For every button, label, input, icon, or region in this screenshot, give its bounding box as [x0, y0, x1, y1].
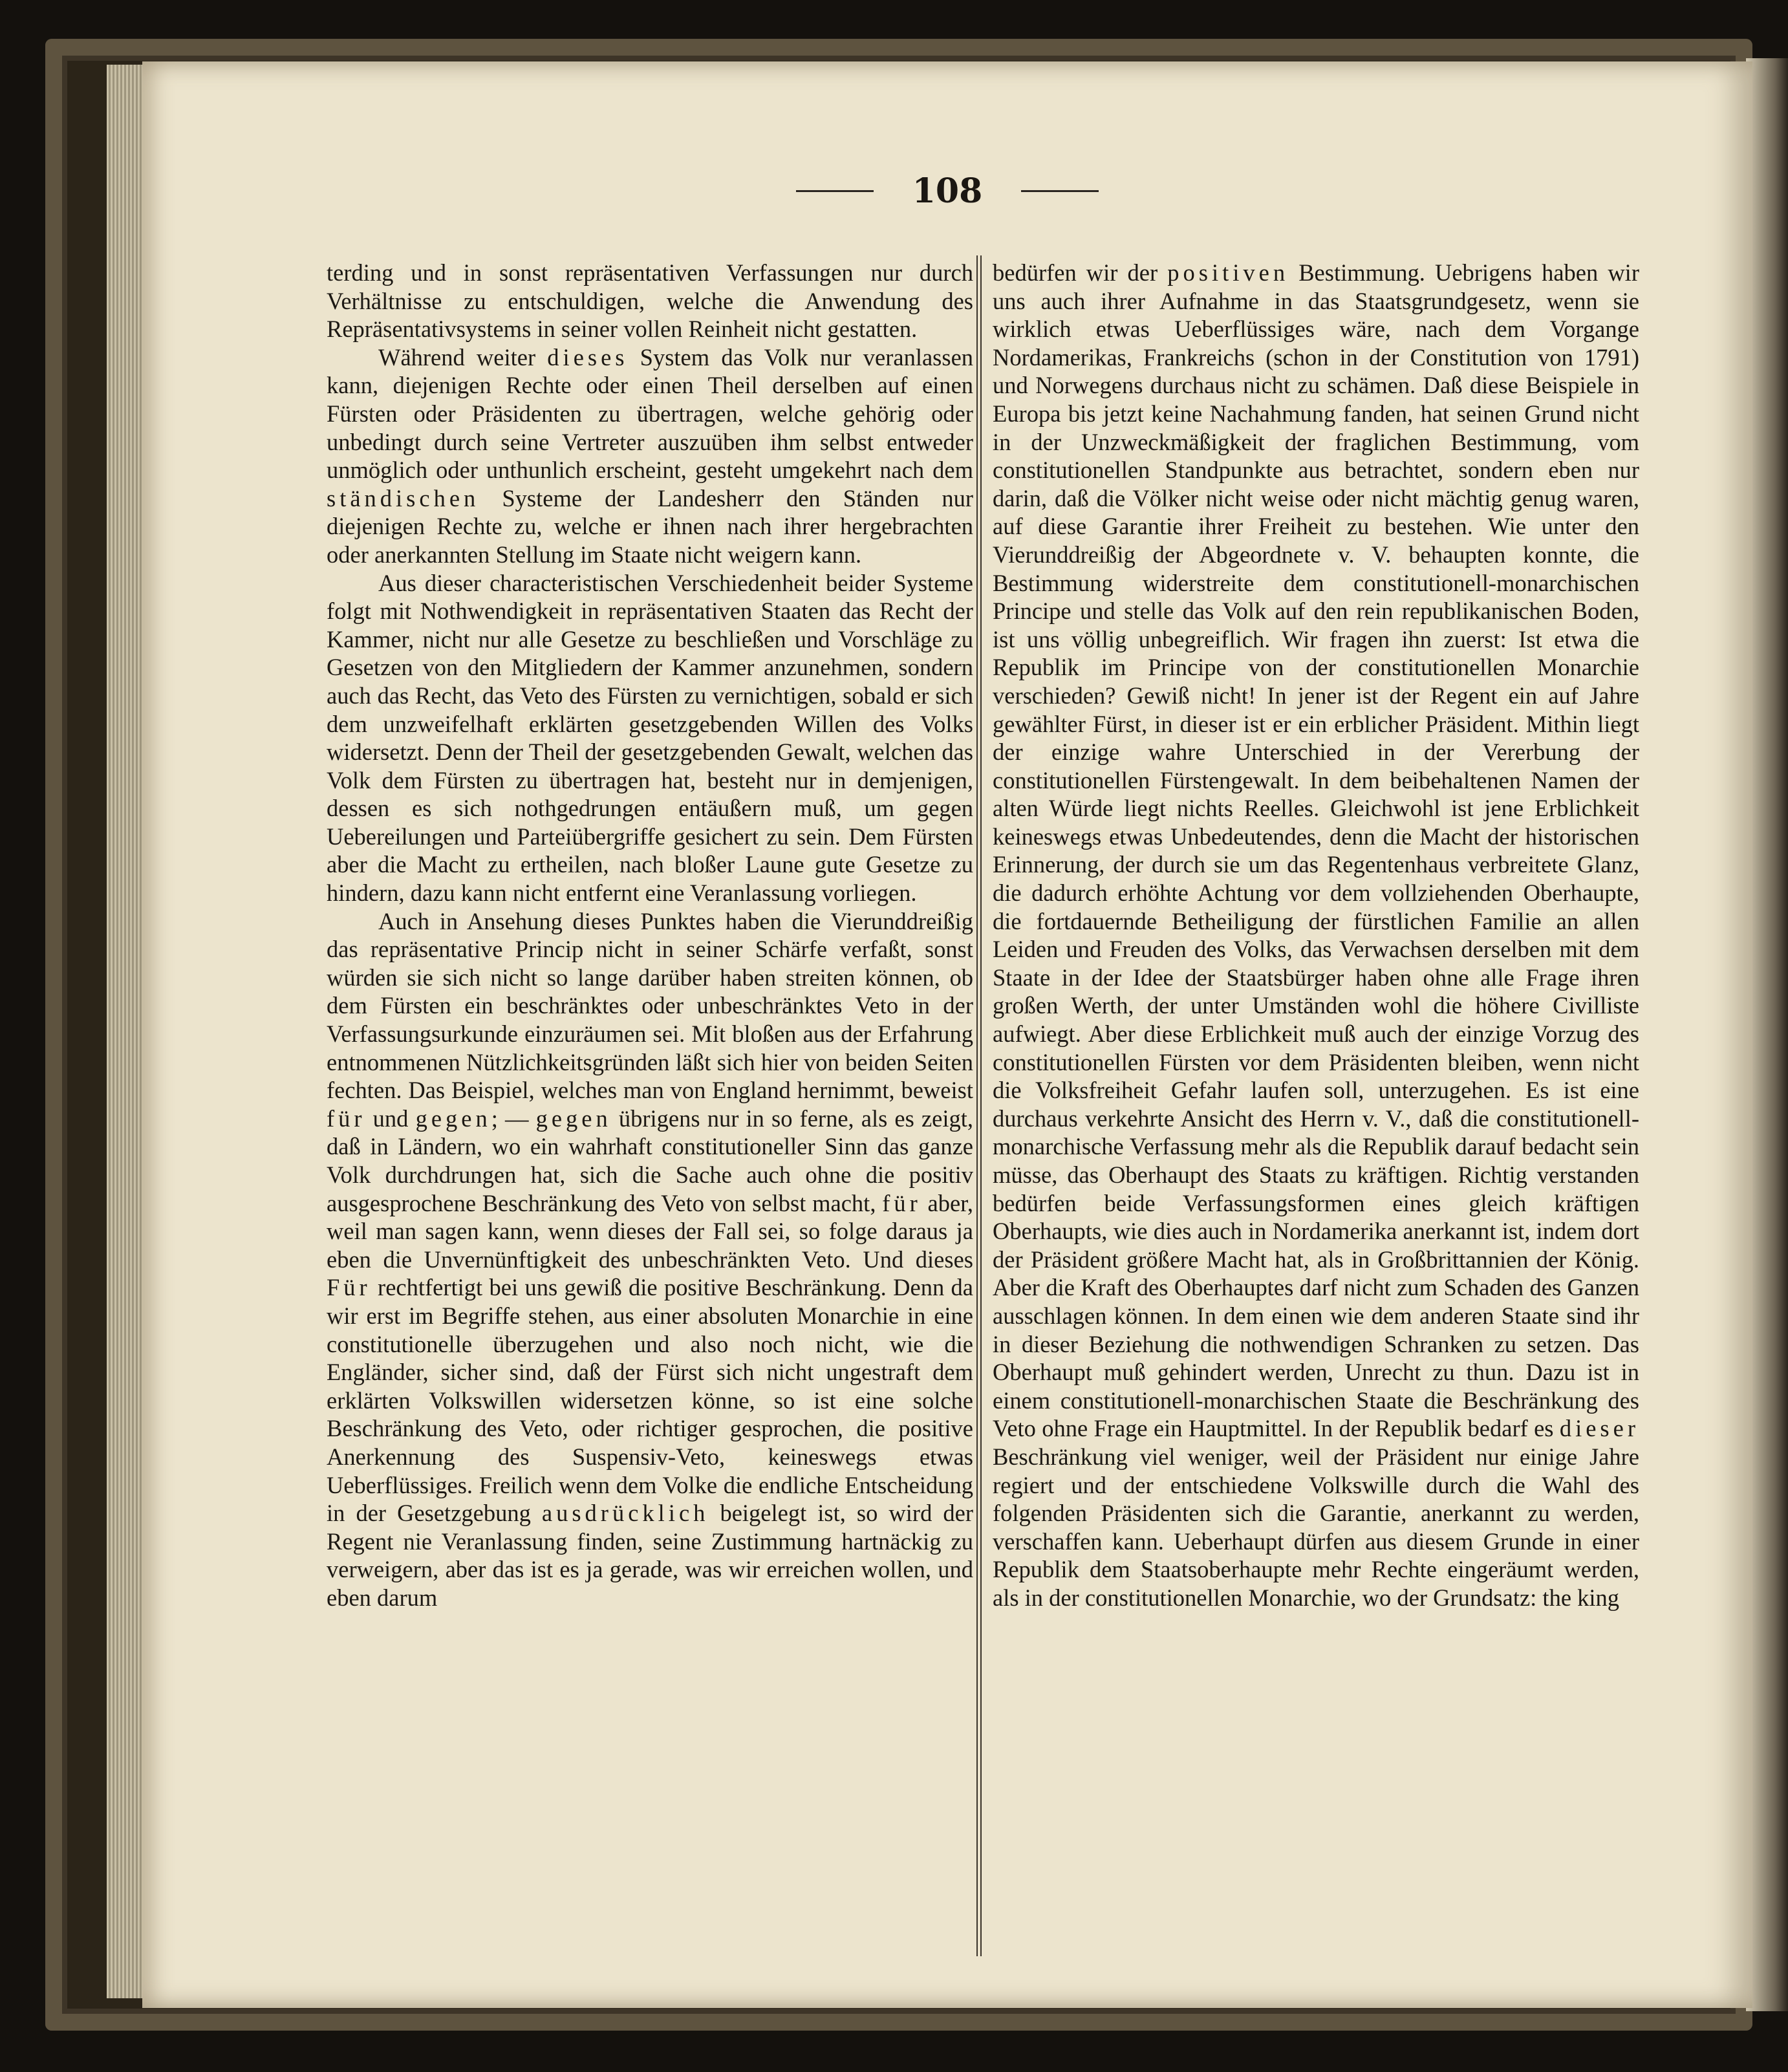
- header-rule-right: [1021, 190, 1099, 192]
- emphasis: dieses: [547, 343, 629, 371]
- emphasis: ausdrücklich: [541, 1500, 709, 1527]
- book-page: [142, 61, 1752, 2008]
- page-header: [142, 165, 1752, 217]
- emphasis: für: [327, 1105, 366, 1132]
- paragraph: bedürfen wir der positiven Bestimmung. Uebrigens haben wir uns auch ihrer Aufnahme in das Staatsgrundgesetz, wenn sie wirklich etwas Ueberflüssiges wäre, nach dem Vorgange Nordamerikas, Frankreichs (schon in der Constitution von 1791) und Norwegens durchaus nicht zu schämen. Daß diese Beispiele in Europa bis jetzt keine Nachahmung fanden, hat seinen Grund nicht in der Unzweckmäßigkeit der fraglichen Bestimmung, vom constitutionellen Standpunkte aus betrachtet, sondern eben nur darin, daß die Völker nicht weise oder nicht mächtig genug waren, auf diese Garantie ihrer Freiheit zu bestehen. Wie unter den Vierunddreißig der Abgeordnete v. V. behaupten konnte, die Bestimmung widerstreite dem constitutionell-monarchischen Principe und stelle das Volk auf den rein republikanischen Boden, ist uns völlig unbegreiflich. Wir fragen ihn zuerst: Ist etwa die Republik im Principe von der constitutionellen Monarchie verschieden? Gewiß nicht! In jener ist der Regent ein auf Jahre gewählter Fürst, in dieser ist er ein erblicher Präsident. Mithin liegt der einzige wahre Unterschied in der Vererbung der constitutionellen Fürstengewalt. In dem beibehaltenen Namen der alten Würde liegt nichts Reelles. Gleichwohl ist jene Erblichkeit keineswegs etwas Unbedeutendes, denn die Macht der historischen Erinnerung, der durch sie um das Regentenhaus verbreitete Glanz, die dadurch erhöhte Achtung vor dem vollziehenden Oberhaupte, die fortdauernde Betheiligung der fürstlichen Familie an allen Leiden und Freuden des Volks, das Verwachsen derselben mit dem Staate in der Idee der Staatsbürger haben ohne alle Frage ihren großen Werth, der unter Umständen wohl die höhere Civilliste aufwiegt. Aber diese Erblichkeit muß auch der einzige Vorzug des constitutionellen Fürsten vor dem Präsidenten bleiben, wenn nicht die Volksfreiheit Gefahr laufen soll, unterzugehen. Es ist eine durchaus verkehrte Ansicht des Herrn v. V., daß die constitutionell-monarchische Verfassung mehr als die Republik darauf bedacht sein müsse, das Oberhaupt des Staats zu kräftigen. Richtig verstanden bedürfen beide Verfassungsformen eines gleich kräftigen Oberhaupts, wie dies auch in Nordamerika anerkannt ist, indem dort der Präsident größere Macht hat, als in Großbrittannien der König. Aber die Kraft des Oberhauptes darf nicht zum Schaden des Ganzen ausschlagen können. In dem einen wie dem anderen Staate sind ihr in dieser Beziehung die nothwendigen Schranken zu setzen. Das Oberhaupt muß gehindert werden, Unrecht zu thun. Dazu ist in einem constitutionell-monarchischen Staate die Beschränkung des Veto ohne Frage ein Hauptmittel. In der Republik bedarf es dieser Beschränkung viel weniger, weil der Präsident nur einige Jahre regiert und der entschiedene Volkswille durch die Wahl des folgenden Präsidenten sich die Garantie, anerkannt zu werden, verschaffen kann. Ueberhaupt dürfen aus diesem Grunde in einer Republik dem Staatsoberhaupte mehr Rechte eingeräumt werden, als in der constitutionellen Monarchie, wo der Grundsatz: the king: [993, 259, 1639, 1611]
- emphasis: dieser: [1559, 1415, 1639, 1442]
- emphasis: positiven: [1167, 259, 1289, 286]
- paragraph: Auch in Ansehung dieses Punktes haben die Vierunddreißig das repräsentative Princip nicht in seiner Schärfe verfaßt, sonst würden sie sich nicht so lange darüber haben streiten können, ob dem Fürsten ein beschränktes oder unbeschränktes Veto in der Verfassungsurkunde einzuräumen sei. Mit bloßen aus der Erfahrung entnommenen Nützlichkeitsgründen läßt sich hier von beiden Seiten fechten. Das Beispiel, welches man von England hernimmt, beweist für und gegen; — gegen übrigens nur in so ferne, als es zeigt, daß in Ländern, wo ein wahrhaft constitutioneller Sinn das ganze Volk durchdrungen hat, sich die Sache auch ohne die positiv ausgesprochene Beschränkung des Veto von selbst macht, für aber, weil man sagen kann, wenn dieses der Fall sei, so folge daraus ja eben die Unvernünftigkeit des unbeschränkten Veto. Und dieses Für rechtfertigt bei uns gewiß die positive Beschränkung. Denn da wir erst im Begriffe stehen, aus einer absoluten Monarchie in eine constitutionelle überzugehen und also noch nicht, wie die Engländer, sicher sind, daß der Fürst sich nicht ungestraft dem erklärten Volkswillen widersetzen könne, so ist eine solche Beschränkung des Veto, oder richtiger gesprochen, die positive Anerkennung des Suspensiv-Veto, keineswegs etwas Ueberflüssiges. Freilich wenn dem Volke die endliche Entscheidung in der Gesetzgebung ausdrücklich beigelegt ist, so wird der Regent nie Veranlassung finden, seine Zustimmung hartnäckig zu verweigern, aber das ist es ja gerade, was wir erreichen wollen, und eben darum: [327, 907, 974, 1611]
- paragraph: Aus dieser characteristischen Verschiedenheit beider Systeme folgt mit Nothwendigkeit in repräsentativen Staaten das Recht der Kammer, nicht nur alle Gesetze zu beschließen und Vorschläge zu Gesetzen von den Mitgliedern der Kammer anzunehmen, sondern auch das Recht, das Veto des Fürsten zu vernichtigen, sobald er sich dem unzweifelhaft erklärten gesetzgebenden Willen des Volks widersetzt. Denn der Theil der gesetzgebenden Gewalt, welchen das Volk dem Fürsten zu übertragen hat, besteht nur in demjenigen, dessen es sich nothgedrungen entäußern muß, um gegen Uebereilungen und Parteiübergriffe gesichert zu sein. Dem Fürsten aber die Macht zu ertheilen, nach bloßer Laune gute Gesetze zu hindern, dazu kann nicht entfernt eine Veranlassung vorliegen.: [327, 569, 973, 907]
- left-column: [327, 259, 973, 1612]
- header-rule-left: [796, 190, 874, 192]
- column-divider: [976, 255, 982, 1956]
- emphasis: gegen: [535, 1105, 612, 1132]
- emphasis: ständischen: [327, 484, 480, 512]
- emphasis: gegen: [415, 1105, 491, 1132]
- paragraph: Während weiter dieses System das Volk nur veranlassen kann, diejenigen Rechte oder einen Theil derselben auf einen Fürsten oder Präsidenten zu übertragen, welche gehörig oder unbedingt durch seine Vertreter auszuüben ihm selbst entweder unmöglich oder unthunlich erscheint, gesteht umgekehrt nach dem ständischen Systeme der Landesherr den Ständen nur diejenigen Rechte zu, welche er ihnen nach ihrer hergebrachten oder anerkannten Stellung im Staate nicht weigern kann.: [327, 343, 974, 568]
- emphasis: Für: [327, 1274, 371, 1301]
- emphasis: für: [882, 1189, 921, 1216]
- paragraph: terding und in sonst repräsentativen Verfassungen nur durch Verhältnisse zu entschuldigen, welche die Anwendung des Repräsentativsystems in seiner vollen Reinheit nicht gestatten.: [327, 259, 973, 343]
- page-number: 108: [912, 171, 983, 211]
- page-edges: [107, 65, 145, 1998]
- right-column: [993, 259, 1639, 1612]
